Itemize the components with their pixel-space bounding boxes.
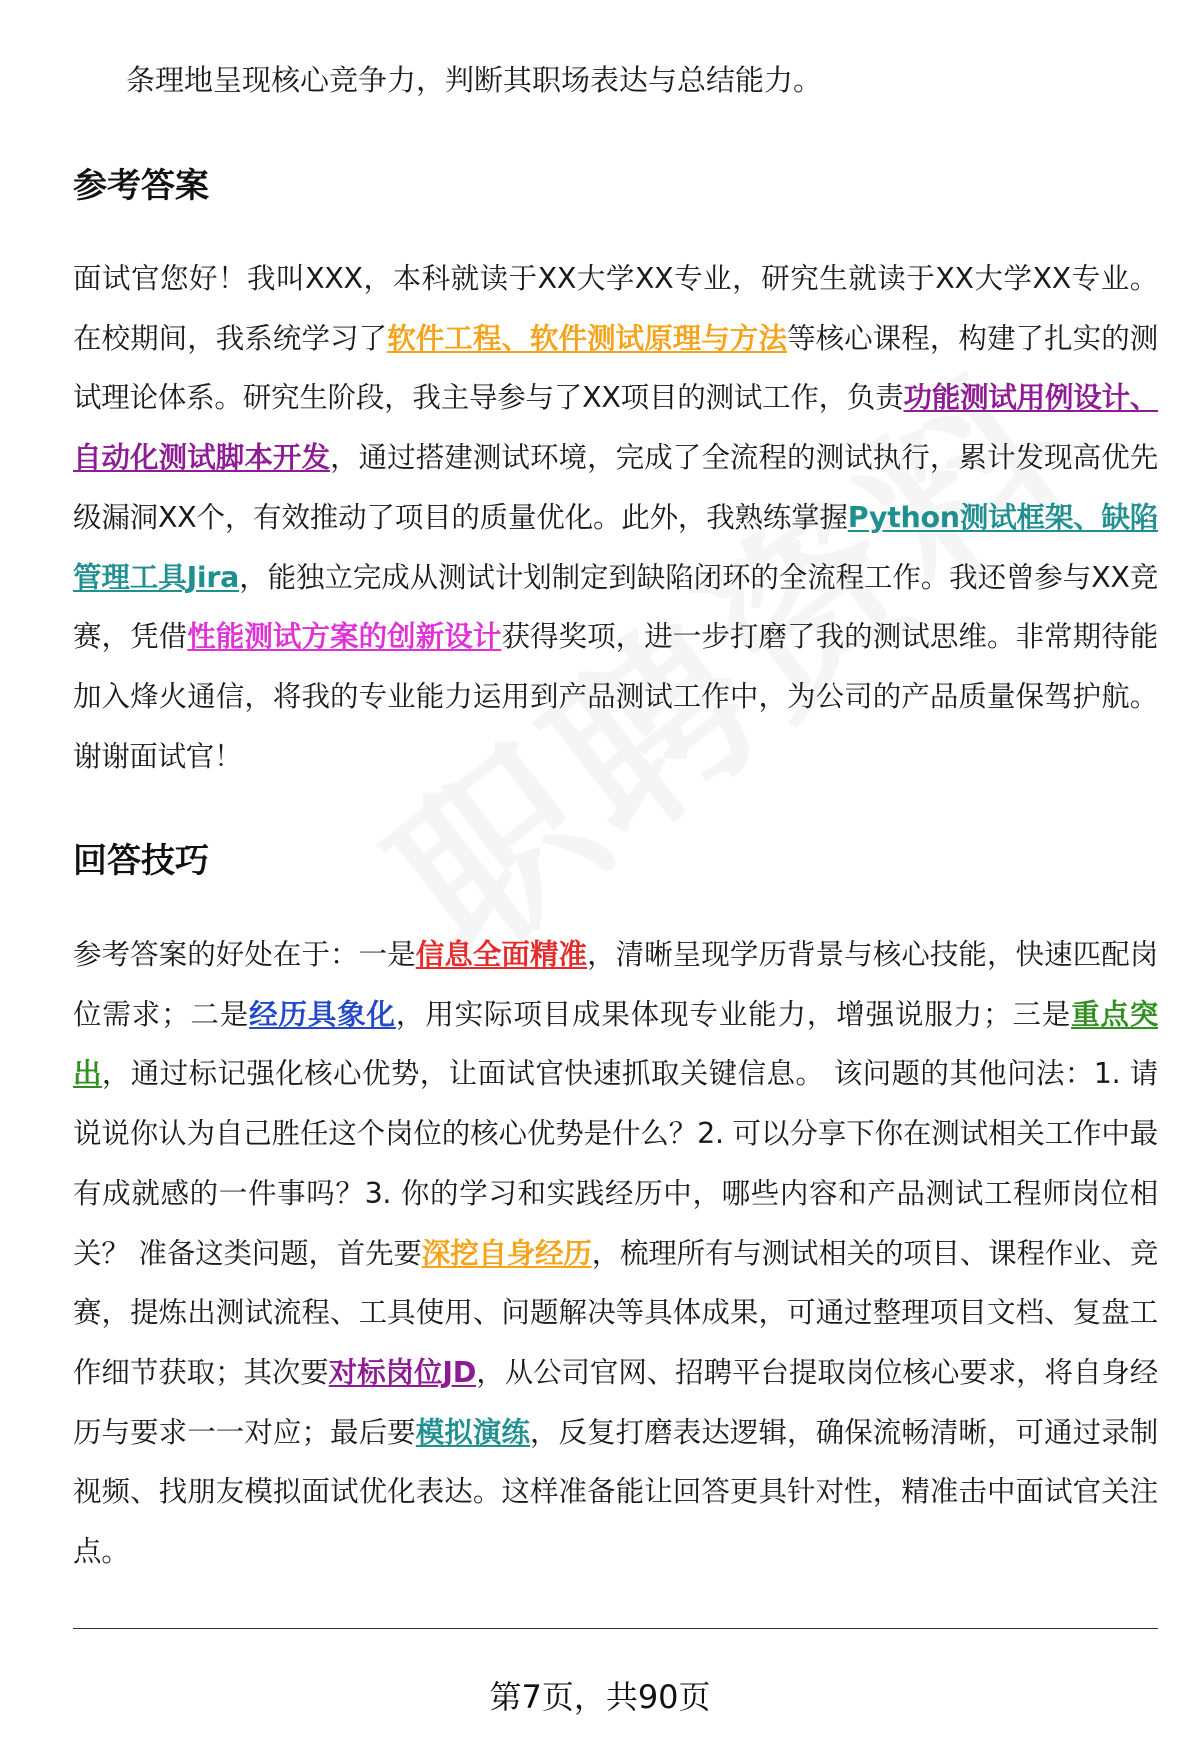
text-run: 面试官您好！我叫XXX，本科就读于XX大学XX专业，研究生就读于XX大学XX专业。在校期间，我系统学习了 [73, 262, 1158, 355]
highlight-mock-practice: 模拟演练 [415, 1415, 530, 1449]
section-heading-answer-tips: 回答技巧 [73, 841, 209, 881]
text-run: 获得奖项，进一步打磨了我的测试思维。非常期待能加入烽火通信，将我的专业能力运用到产品测试工作中，为公司的产品质量保驾护航。谢谢面试官！ [73, 620, 1158, 773]
highlight-courses: 软件工程、软件测试原理与方法 [387, 321, 788, 355]
highlight-award: 性能测试方案的创新设计 [187, 620, 502, 654]
highlight-responsibilities: 功能测试用例设计、自动化测试脚本开发 [73, 381, 1158, 475]
reference-answer-paragraph [73, 249, 1158, 786]
highlight-accurate-info: 信息全面精准 [415, 938, 588, 971]
section-heading-reference-answer: 参考答案 [73, 166, 209, 206]
footer-divider [73, 1628, 1158, 1629]
text-run: ，通过标记强化核心优势，让面试官快速抓取关键信息。 该问题的其他问法：1. 请说说你认为自己胜任这个岗位的核心优势是什么？2. 可以分享下你在测试相关工作中最有成就感的一件事吗？3. 你的学习和实践经历中，哪些内容和产品测试工程师岗位相关？ 准备这类问题，首先要 [73, 1057, 1158, 1270]
text-run: 参考答案的好处在于：一是 [73, 938, 416, 971]
highlight-match-jd: 对标岗位JD [328, 1355, 477, 1389]
text-run: ，反复打磨表达逻辑，确保流畅清晰，可通过录制视频、找朋友模拟面试优化表达。这样准备能让回答更具针对性，精准击中面试官关注点。 [73, 1415, 1158, 1569]
text-run: ，清晰呈现学历背景与核心技能，快速匹配岗位需求；二是 [73, 938, 1158, 1031]
text-run: 等核心课程，构建了扎实的测试理论体系。研究生阶段，我主导参与了XX项目的测试工作，负责 [73, 321, 1159, 415]
text-run: ，梳理所有与测试相关的项目、课程作业、竞赛，提炼出测试流程、工具使用、问题解决等具体成果，可通过整理项目文档、复盘工作细节获取；其次要 [73, 1236, 1158, 1389]
answer-tips-paragraph [73, 925, 1158, 1582]
text-run: ，从公司官网、招聘平台提取岗位核心要求，将自身经历与要求一一对应；最后要 [73, 1355, 1158, 1449]
page-number: 第7页，共90页 [489, 1678, 711, 1716]
highlight-dig-experience: 深挖自身经历 [421, 1236, 592, 1270]
text-run: ，能独立完成从测试计划制定到缺陷闭环的全流程工作。我还曾参与XX竞赛，凭借 [73, 560, 1159, 654]
highlight-key-points: 重点突出 [73, 997, 1158, 1091]
highlight-tools: Python测试框架、缺陷管理工具Jira [73, 500, 1158, 594]
text-run: ，通过搭建测试环境，完成了全流程的测试执行，累计发现高优先级漏洞XX个，有效推动了项目的质量优化。此外，我熟练掌握 [73, 441, 1158, 534]
intro-text: 条理地呈现核心竞争力，判断其职场表达与总结能力。 [126, 63, 823, 97]
text-run: ，用实际项目成果体现专业能力，增强说服力；三是 [395, 997, 1072, 1031]
highlight-concrete-experience: 经历具象化 [249, 997, 396, 1031]
